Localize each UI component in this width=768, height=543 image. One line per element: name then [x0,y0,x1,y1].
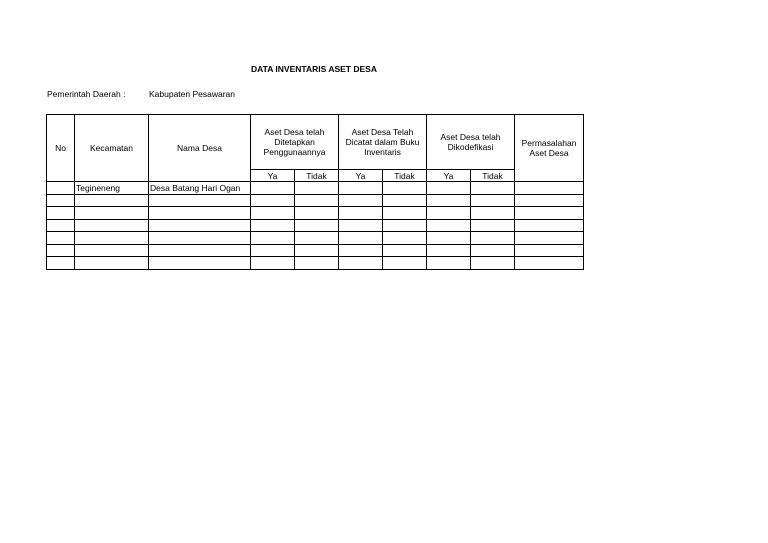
cell [251,182,295,195]
cell [295,219,339,232]
cell-no [47,257,75,270]
cell [471,219,515,232]
cell [339,219,383,232]
table-row [47,232,584,245]
cell-no [47,232,75,245]
cell [515,232,584,245]
cell-nama-desa [149,244,251,257]
cell-nama-desa [149,219,251,232]
cell [339,232,383,245]
cell-no [47,194,75,207]
cell [251,257,295,270]
header-ya-1: Ya [251,170,295,182]
cell [515,194,584,207]
cell-nama-desa [149,257,251,270]
cell-nama-desa [149,232,251,245]
cell [471,232,515,245]
cell-no [47,207,75,220]
cell-kecamatan [75,257,149,270]
cell [295,194,339,207]
cell [471,244,515,257]
cell-no [47,219,75,232]
cell-no [47,244,75,257]
table-row [47,194,584,207]
header-tidak-1: Tidak [295,170,339,182]
pemerintah-daerah-label: Pemerintah Daerah : [47,89,126,99]
cell [471,257,515,270]
cell [339,207,383,220]
header-kecamatan: Kecamatan [75,115,149,182]
cell [383,257,427,270]
cell [427,257,471,270]
header-no: No [47,115,75,182]
header-dicatat: Aset Desa Telah Dicatat dalam Buku Inventaris [339,115,427,170]
cell [515,219,584,232]
pemerintah-daerah-value: Kabupaten Pesawaran [149,89,236,99]
cell [427,182,471,195]
cell-kecamatan [75,194,149,207]
cell [427,219,471,232]
cell [427,244,471,257]
header-ya-2: Ya [339,170,383,182]
cell [427,194,471,207]
cell [251,194,295,207]
cell-kecamatan [75,232,149,245]
cell [295,232,339,245]
cell [471,182,515,195]
cell-no [47,182,75,195]
header-tidak-2: Tidak [383,170,427,182]
document-title: DATA INVENTARIS ASET DESA [251,64,377,74]
cell [383,194,427,207]
header-dikodefikasi: Aset Desa telah Dikodefikasi [427,115,515,170]
header-tidak-3: Tidak [471,170,515,182]
cell [427,232,471,245]
cell [251,207,295,220]
cell-nama-desa [149,194,251,207]
cell [295,182,339,195]
cell [383,207,427,220]
cell [383,219,427,232]
cell [515,207,584,220]
cell-kecamatan [75,219,149,232]
table-row [47,207,584,220]
cell [383,244,427,257]
cell-kecamatan: Tegineneng [75,182,149,195]
cell-kecamatan [75,244,149,257]
cell [251,244,295,257]
header-permasalahan: Permasalahan Aset Desa [515,115,584,182]
cell [515,244,584,257]
inventory-table [46,114,584,270]
cell [471,194,515,207]
cell [383,232,427,245]
cell [295,207,339,220]
cell [383,182,427,195]
table-row [47,182,584,195]
header-row-1 [47,115,584,170]
cell [339,194,383,207]
header-nama-desa: Nama Desa [149,115,251,182]
cell [251,232,295,245]
table-row [47,257,584,270]
cell [515,182,584,195]
cell-nama-desa [149,207,251,220]
cell [295,244,339,257]
cell [427,207,471,220]
header-ya-3: Ya [427,170,471,182]
header-ditetapkan: Aset Desa telah Ditetapkan Penggunaannya [251,115,339,170]
cell [339,244,383,257]
cell-kecamatan [75,207,149,220]
cell [339,182,383,195]
cell [471,207,515,220]
table-row [47,244,584,257]
cell-nama-desa: Desa Batang Hari Ogan [149,182,251,195]
cell [251,219,295,232]
cell [295,257,339,270]
cell [515,257,584,270]
cell [339,257,383,270]
table-row [47,219,584,232]
